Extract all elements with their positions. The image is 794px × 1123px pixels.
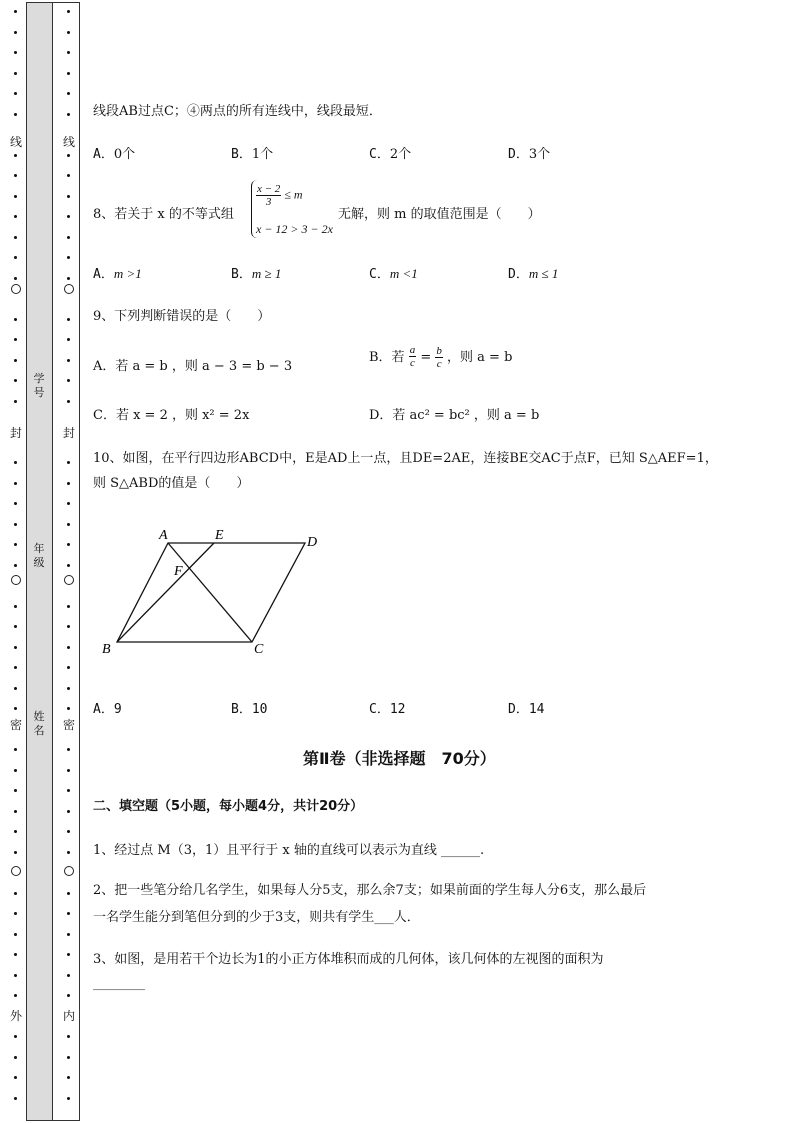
binding-dot — [14, 974, 17, 977]
binding-dot — [14, 933, 17, 936]
binding-dot — [67, 748, 70, 751]
binding-dot — [67, 666, 70, 669]
q8-ineq1-numerator: x − 2 — [257, 183, 281, 195]
binding-dot — [67, 994, 70, 997]
parallelogram-abcd — [117, 543, 305, 642]
binding-dot — [14, 769, 17, 772]
binding-dot — [14, 318, 17, 321]
binding-dot — [67, 687, 70, 690]
q7-option-d: D．3个 — [508, 147, 551, 162]
binding-dot — [14, 256, 17, 259]
binding-dot — [14, 31, 17, 34]
binding-dot — [67, 379, 70, 382]
q7-option-b: B．1个 — [231, 147, 274, 162]
binding-dot — [67, 338, 70, 341]
binding-dot — [14, 338, 17, 341]
binding-dot — [67, 10, 70, 13]
q7-option-c: C．2个 — [369, 147, 412, 162]
binding-dot — [67, 933, 70, 936]
q8-option-c: C．m <1 — [369, 266, 418, 282]
binding-dot — [67, 810, 70, 813]
q8-inequality-2: x − 12 > 3 − 2x — [256, 222, 333, 236]
binding-dot — [14, 912, 17, 915]
binding-dot — [14, 400, 17, 403]
q10-option-c: C．12 — [369, 702, 406, 717]
binding-dot — [14, 994, 17, 997]
binding-dot — [67, 195, 70, 198]
binding-dot — [14, 154, 17, 157]
binding-dot — [14, 174, 17, 177]
binding-dot — [67, 1056, 70, 1059]
binding-dot — [67, 113, 70, 116]
label-c: C — [254, 642, 264, 657]
binding-dot — [67, 31, 70, 34]
binding-dot — [67, 543, 70, 546]
inner-char-inside: 内 — [62, 1009, 75, 1023]
binding-dot — [14, 830, 17, 833]
binding-dot — [14, 195, 17, 198]
q10-parallelogram-figure — [100, 523, 330, 663]
binding-dot — [67, 482, 70, 485]
binding-dot — [67, 72, 70, 75]
grade-label: 年级 — [33, 542, 45, 569]
q8-option-d: D．m ≤ 1 — [508, 266, 559, 282]
label-f: F — [174, 564, 183, 579]
q9-option-b: B．若 $\frac{a}{c}$ = $\frac{b}{c}$ ，则 a = b — [369, 344, 513, 370]
binding-dot — [67, 1076, 70, 1079]
label-b: B — [102, 642, 111, 657]
binding-dot — [14, 51, 17, 54]
binding-dot — [67, 625, 70, 628]
binding-dot — [67, 892, 70, 895]
binding-circle — [11, 866, 21, 876]
binding-dot — [14, 215, 17, 218]
segment-be — [117, 543, 214, 642]
q9-option-a: A．若 a = b ，则 a − 3 = b − 3 — [93, 359, 293, 374]
binding-dot — [67, 707, 70, 710]
binding-dot — [67, 400, 70, 403]
binding-dot — [14, 10, 17, 13]
q8-ineq1-denominator: 3 — [265, 196, 272, 208]
binding-dot — [67, 461, 70, 464]
binding-circle — [11, 284, 21, 294]
binding-dot — [67, 830, 70, 833]
student-number-label: 学号 — [33, 372, 45, 399]
q8-prefix: 8、若关于 x 的不等式组 — [93, 207, 234, 222]
binding-circle — [64, 866, 74, 876]
binding-dot — [67, 769, 70, 772]
binding-dot — [67, 1035, 70, 1038]
binding-dot — [67, 789, 70, 792]
binding-dot — [14, 892, 17, 895]
binding-dot — [67, 174, 70, 177]
binding-dot — [67, 51, 70, 54]
binding-dot — [14, 277, 17, 280]
binding-dot — [67, 953, 70, 956]
binding-dot — [14, 646, 17, 649]
q7-option-a: A．0个 — [93, 147, 136, 162]
binding-dot — [14, 502, 17, 505]
outer-char-line: 线 — [9, 135, 22, 149]
label-e: E — [215, 528, 224, 543]
q8-inequality-1 — [256, 183, 303, 208]
q10-line-1: 10、如图，在平行四边形ABCD中，E是AD上一点，且DE=2AE，连接BE交AC于点F，已知 S△AEF=1， — [93, 451, 718, 466]
label-a: A — [159, 528, 168, 543]
binding-dot — [67, 646, 70, 649]
fill-q1: 1、经过点 M（3，1）且平行于 x 轴的直线可以表示为直线 ______. — [93, 843, 485, 858]
binding-dot — [14, 72, 17, 75]
q10-option-a: A．9 — [93, 702, 122, 717]
q8-option-a: A．m >1 — [93, 266, 142, 282]
binding-dot — [14, 379, 17, 382]
binding-dot — [67, 154, 70, 157]
binding-circle — [11, 575, 21, 585]
binding-circle — [64, 284, 74, 294]
fill-q2-line-1: 2、把一些笔分给几名学生，如果每人分5支，那么余7支；如果前面的学生每人分6支，那么最后 — [93, 883, 647, 898]
binding-dot — [67, 359, 70, 362]
q8-suffix: 无解，则 m 的取值范围是（ ） — [338, 207, 541, 222]
binding-dot — [14, 625, 17, 628]
binding-dot — [14, 1097, 17, 1100]
q8-option-b: B．m ≥ 1 — [231, 266, 282, 282]
binding-dot — [14, 1035, 17, 1038]
binding-dot — [14, 707, 17, 710]
q10-option-b: B．10 — [231, 702, 268, 717]
q10-line-2: 则 S△ABD的值是（ ） — [93, 476, 250, 491]
binding-dot — [14, 687, 17, 690]
section-2-title: 第Ⅱ卷（非选择题 70分） — [303, 749, 496, 768]
q8-ineq1-rhs: ≤ m — [284, 187, 303, 202]
name-label: 姓名 — [33, 710, 45, 737]
binding-dot — [67, 318, 70, 321]
binding-dot — [14, 666, 17, 669]
inner-dot-line — [64, 0, 74, 1123]
binding-dot — [67, 564, 70, 567]
binding-dot — [67, 1097, 70, 1100]
binding-dot — [67, 851, 70, 854]
binding-dot — [14, 236, 17, 239]
binding-dot — [67, 236, 70, 239]
fill-q3-line-2: ________ — [93, 976, 145, 991]
binding-dot — [14, 810, 17, 813]
binding-dot — [14, 461, 17, 464]
binding-dot — [14, 359, 17, 362]
binding-dot — [67, 215, 70, 218]
q9-stem: 9、下列判断错误的是（ ） — [93, 309, 271, 324]
outer-char-seal: 封 — [9, 426, 22, 440]
binding-dot — [14, 482, 17, 485]
outer-dot-line — [11, 0, 21, 1123]
binding-dot — [67, 256, 70, 259]
inner-char-secret: 密 — [62, 718, 75, 732]
binding-dot — [67, 92, 70, 95]
fill-q2-line-2: 一名学生能分到笔但分到的少于3支，则共有学生___人． — [93, 910, 420, 925]
inner-char-seal: 封 — [62, 426, 75, 440]
q10-option-d: D．14 — [508, 702, 545, 717]
binding-dot — [14, 953, 17, 956]
q9-option-c: C．若 x = 2 ，则 x² = 2x — [93, 408, 250, 423]
q9-option-d: D．若 ac² = bc² ，则 a = b — [369, 408, 540, 423]
binding-dot — [67, 605, 70, 608]
outer-char-secret: 密 — [9, 718, 22, 732]
binding-dot — [14, 543, 17, 546]
binding-dot — [67, 523, 70, 526]
label-d: D — [307, 535, 318, 550]
binding-dot — [14, 1056, 17, 1059]
binding-dot — [67, 974, 70, 977]
fill-q3-line-1: 3、如图，是用若干个边长为1的小正方体堆积而成的几何体，该几何体的左视图的面积为 — [93, 952, 604, 967]
binding-dot — [14, 605, 17, 608]
inner-char-line: 线 — [62, 135, 75, 149]
binding-circle — [64, 575, 74, 585]
binding-dot — [67, 912, 70, 915]
q7-tail-text: 线段AB过点C；④两点的所有连线中，线段最短． — [93, 104, 382, 119]
binding-dot — [14, 564, 17, 567]
segment-ac — [168, 543, 252, 642]
binding-gutter — [0, 0, 84, 1123]
binding-dot — [14, 1076, 17, 1079]
binding-dot — [67, 277, 70, 280]
binding-dot — [14, 92, 17, 95]
section-2-heading: 二、填空题（5小题，每小题4分，共计20分） — [93, 799, 364, 814]
binding-dot — [14, 523, 17, 526]
binding-dot — [14, 789, 17, 792]
binding-dot — [14, 851, 17, 854]
binding-dot — [67, 502, 70, 505]
binding-dot — [14, 748, 17, 751]
binding-dot — [14, 113, 17, 116]
outer-char-outside: 外 — [9, 1009, 22, 1023]
